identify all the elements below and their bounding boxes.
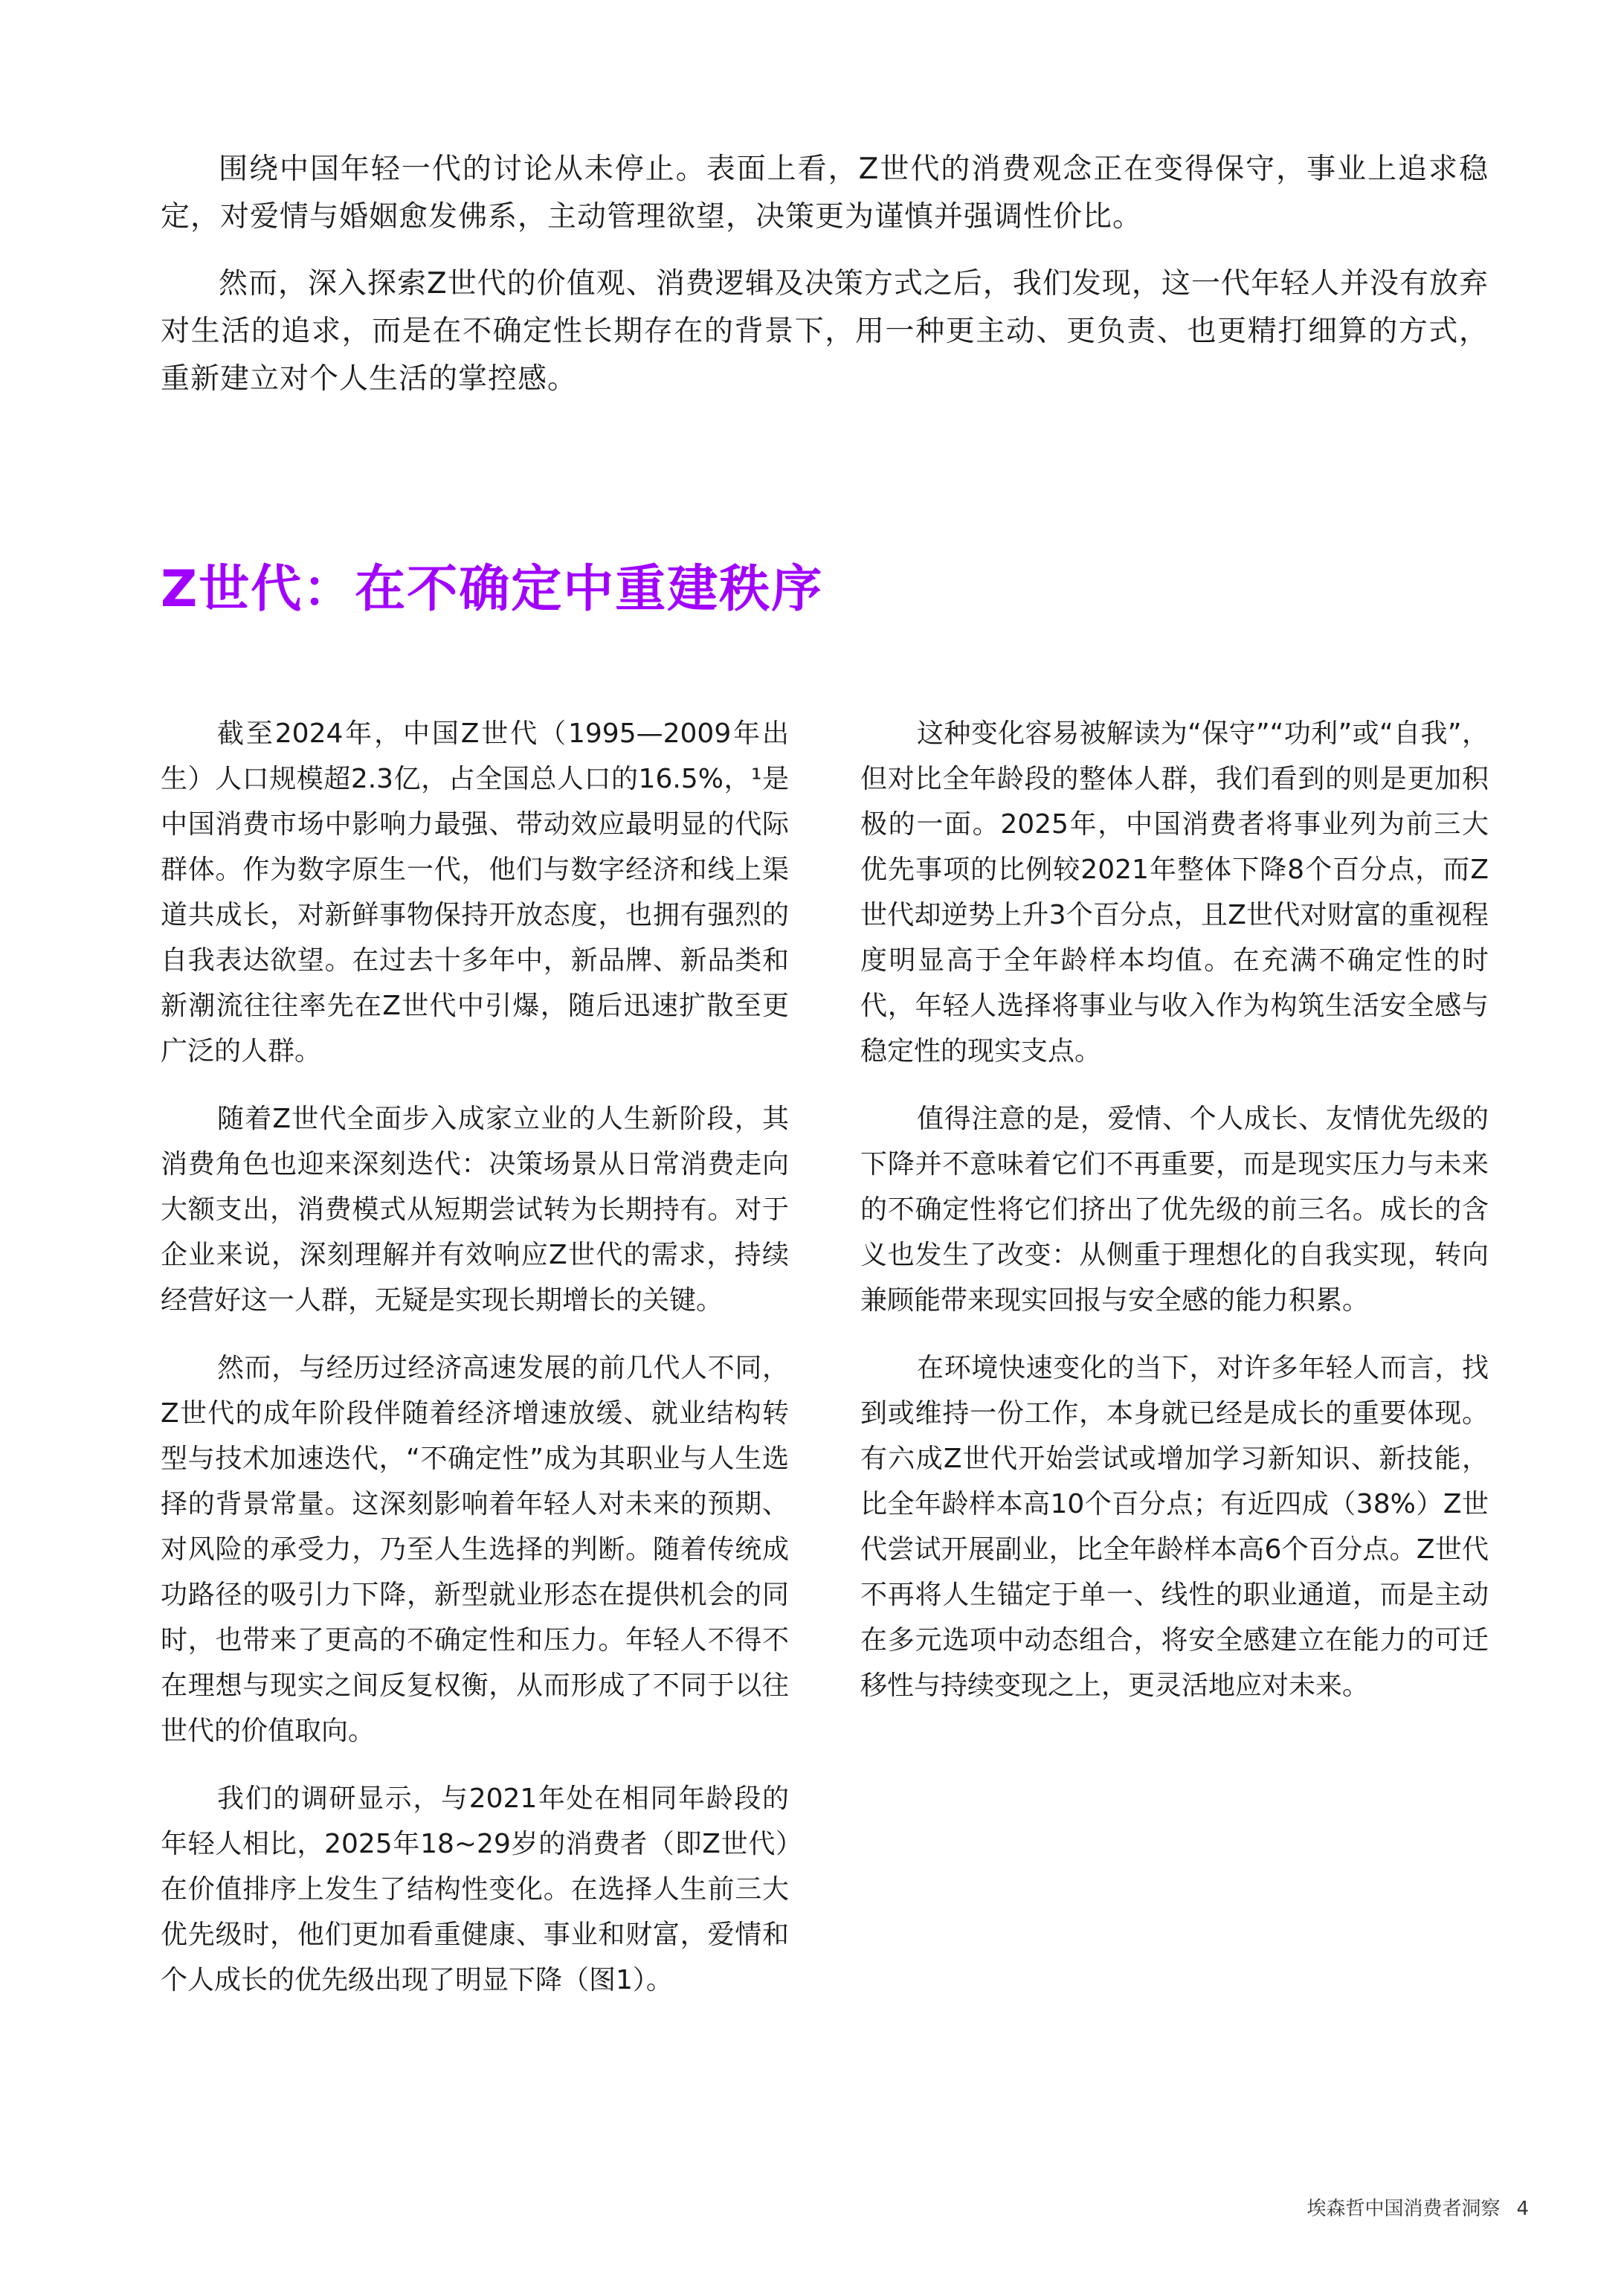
intro-paragraph: 然而，深入探索Z世代的价值观、消费逻辑及决策方式之后，我们发现，这一代年轻人并没有放弃对生活的追求，而是在不确定性长期存在的背景下，用一种更主动、更负责、也更精打细算的方式，重新建立对个人生活的掌控感。 (161, 267, 1489, 396)
body-paragraph: 在环境快速变化的当下，对许多年轻人而言，找到或维持一份工作，本身就已经是成长的重要体现。有六成Z世代开始尝试或增加学习新知识、新技能，比全年龄样本高10个百分点；有近四成（38%）Z世代尝试开展副业，比全年龄样本高6个百分点。Z世代不再将人生锚定于单一、线性的职业通道，而是主动在多元选项中动态组合，将安全感建立在能力的可迁移性与持续变现之上，更灵活地应对未来。 (860, 1353, 1489, 1701)
intro-section (161, 146, 1489, 422)
body-paragraph: 然而，与经历过经济高速发展的前几代人不同，Z世代的成年阶段伴随着经济增速放缓、就业结构转型与技术加速迭代，“不确定性”成为其职业与人生选择的背景常量。这深刻影响着年轻人对未来的预期、对风险的承受力，乃至人生选择的判断。随着传统成功路径的吸引力下降，新型就业形态在提供机会的同时，也带来了更高的不确定性和压力。年轻人不得不在理想与现实之间反复权衡，从而形成了不同于以往世代的价值取向。 (161, 1353, 789, 1746)
intro-paragraph: 围绕中国年轻一代的讨论从未停止。表面上看，Z世代的消费观念正在变得保守，事业上追求稳定，对爱情与婚姻愈发佛系，主动管理欲望，决策更为谨慎并强调性价比。 (161, 152, 1489, 234)
publication-name: 埃森哲中国消费者洞察 (1306, 2198, 1501, 2220)
body-paragraph: 值得注意的是，爱情、个人成长、友情优先级的下降并不意味着它们不再重要，而是现实压力与未来的不确定性将它们挤出了优先级的前三名。成长的含义也发生了改变：从侧重于理想化的自我实现，转向兼顾能带来现实回报与安全感的能力积累。 (860, 1104, 1489, 1316)
page-footer (1306, 2195, 1529, 2222)
body-paragraph: 截至2024年，中国Z世代（1995—2009年出生）人口规模超2.3亿，占全国总人口的16.5%，¹是中国消费市场中影响力最强、带动效应最明显的代际群体。作为数字原生一代，他们与数字经济和线上渠道共成长，对新鲜事物保持开放态度，也拥有强烈的自我表达欲望。在过去十多年中，新品牌、新品类和新潮流往往率先在Z世代中引爆，随后迅速扩散至更广泛的人群。 (161, 718, 789, 1067)
section-title: Z世代：在不确定中重建秩序 (161, 560, 824, 619)
body-paragraph: 随着Z世代全面步入成家立业的人生新阶段，其消费角色也迎来深刻迭代：决策场景从日常消费走向大额支出，消费模式从短期尝试转为长期持有。对于企业来说，深刻理解并有效响应Z世代的需求，持续经营好这一人群，无疑是实现长期增长的关键。 (161, 1104, 789, 1316)
page-number: 4 (1516, 2198, 1529, 2220)
body-paragraph: 这种变化容易被解读为“保守”“功利”或“自我”，但对比全年龄段的整体人群，我们看到的则是更加积极的一面。2025年，中国消费者将事业列为前三大优先事项的比例较2021年整体下降8个百分点，而Z世代却逆势上升3个百分点，且Z世代对财富的重视程度明显高于全年龄样本均值。在充满不确定性的时代，年轻人选择将事业与收入作为构筑生活安全感与稳定性的现实支点。 (860, 718, 1489, 1067)
right-column (860, 711, 1489, 1731)
left-column (161, 711, 789, 2025)
body-paragraph: 我们的调研显示，与2021年处在相同年龄段的年轻人相比，2025年18~29岁的消费者（即Z世代）在价值排序上发生了结构性变化。在选择人生前三大优先级时，他们更加看重健康、事业和财富，爱情和个人成长的优先级出现了明显下降（图1）。 (161, 1783, 789, 1995)
